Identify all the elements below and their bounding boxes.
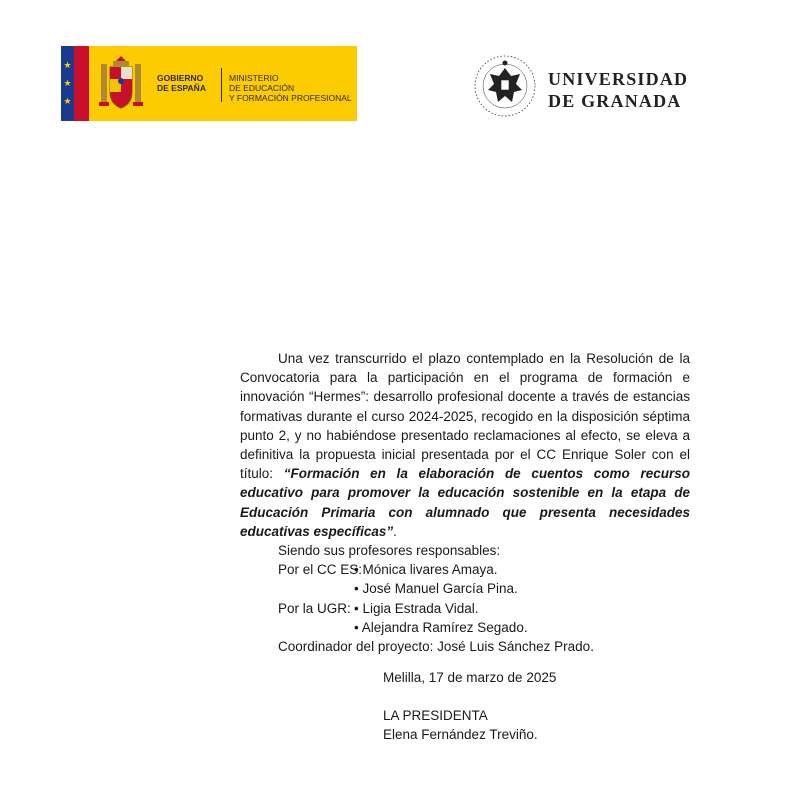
signatory-role: LA PRESIDENTA: [383, 708, 488, 723]
cc-teacher-2: • José Manuel García Pina.: [354, 581, 518, 597]
ugr-teacher-row-1: [240, 599, 690, 618]
eu-flag-strip: [61, 46, 89, 121]
resolution-body: [240, 349, 690, 656]
responsibles-intro: Siendo sus profesores responsables:: [278, 543, 501, 559]
ugr-teacher-1: • Ligia Estrada Vidal.: [354, 600, 479, 616]
universidad-granada-wordmark: [548, 68, 688, 112]
coat-of-arms-icon: [97, 54, 145, 114]
signatory-name: Elena Fernández Treviño.: [383, 727, 538, 742]
svg-text:★: ★: [63, 61, 72, 71]
ugr-teacher-2: • Alejandra Ramírez Segado.: [354, 619, 528, 635]
svg-text:★: ★: [63, 97, 72, 107]
ugr-label: Por la UGR:: [278, 600, 351, 616]
cc-teacher-row-2: [240, 579, 690, 598]
svg-text:★: ★: [63, 79, 72, 89]
gobierno-espana-text: GOBIERNO DE ESPAÑA: [157, 73, 206, 93]
cc-teacher-row-1: [240, 560, 690, 579]
place-date: Melilla, 17 de marzo de 2025: [383, 670, 557, 685]
project-coordinator: Coordinador del proyecto: José Luis Sánchez Prado.: [278, 638, 594, 654]
university-name-line1: UNIVERSIDAD: [548, 69, 689, 89]
ugr-teacher-row-2: [240, 618, 690, 637]
cc-label: Por el CC ES:: [278, 562, 363, 578]
gobierno-espana-logo: [61, 46, 357, 121]
university-name-line2: DE GRANADA: [548, 91, 682, 111]
paragraph-text: Una vez transcurrido el plazo contemplado en la Resolución de la Convocatoria para la participación en el programa de formación e innovación “Hermes”: desarrollo profesional docente a través de estancias formativas durante el curso 2024-2025, recogido en la disposición séptima punto 2, y no habiéndose presentado reclamaciones al efecto, se eleva a definitiva la propuesta inicial presentada por el CC Enrique Soler con el título:: [240, 351, 690, 482]
project-title: “Formación en la elaboración de cuentos como recurso educativo para promover la educación sostenible en la etapa de Educación Primaria con alumnado que presenta necesidades educativas específicas”: [240, 466, 690, 539]
banner-divider: [221, 68, 222, 102]
paragraph-end: .: [393, 523, 397, 539]
ministerio-text: MINISTERIO DE EDUCACIÓN Y FORMACIÓN PROFESIONAL: [229, 73, 352, 103]
universidad-granada-seal-icon: [470, 46, 540, 126]
cc-teacher-1: • Mónica livares Amaya.: [354, 562, 498, 578]
resolution-paragraph: [240, 349, 690, 541]
